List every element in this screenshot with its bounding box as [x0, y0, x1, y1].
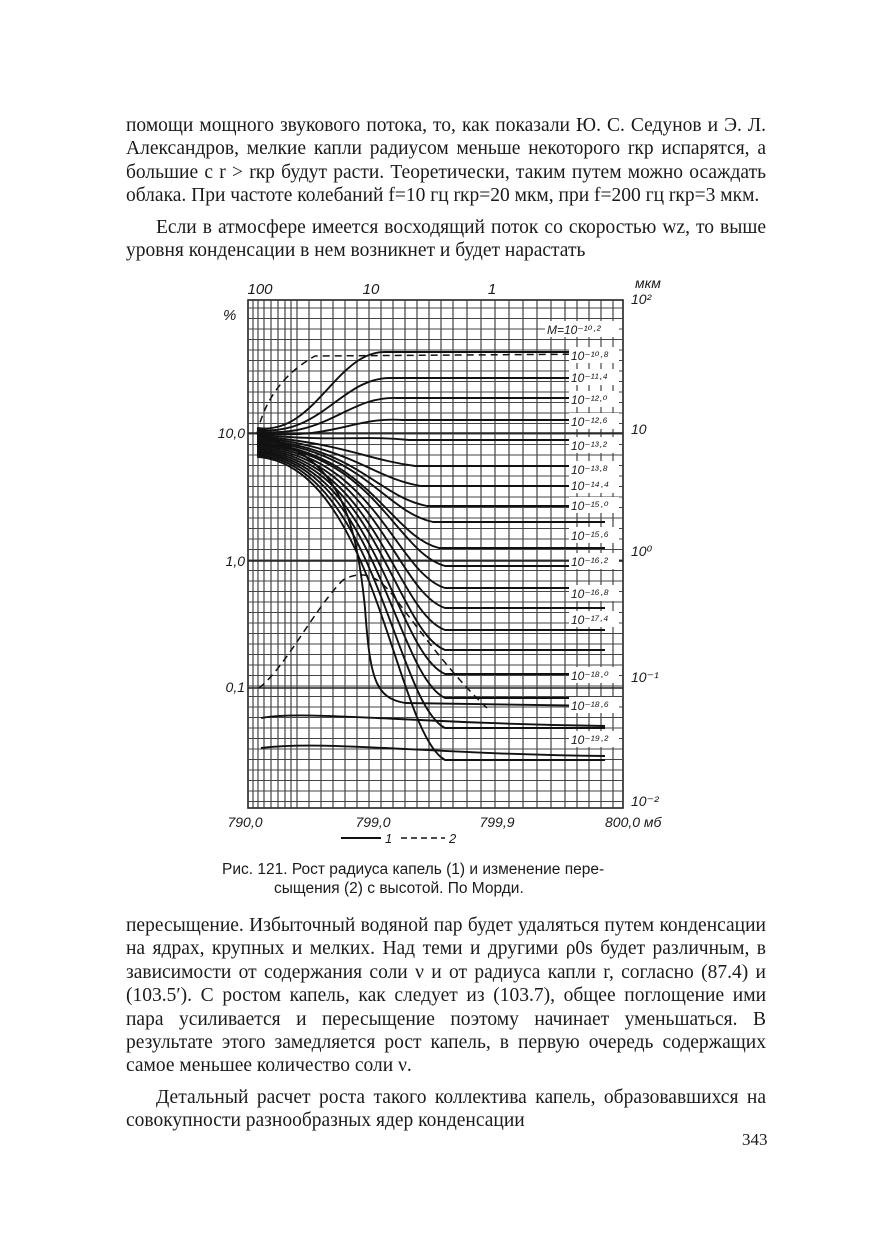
- left-axis-tick: 10,0: [217, 425, 245, 441]
- curve-label: 10⁻¹³·²: [571, 439, 607, 453]
- curve-label: 10⁻¹²·⁶: [571, 415, 608, 429]
- left-axis-tick: 1,0: [225, 553, 245, 569]
- right-axis-tick: 10²: [631, 291, 652, 307]
- curve-label: 10⁻¹⁷·⁴: [571, 613, 609, 627]
- figure-chart: [205, 278, 685, 848]
- curve-label: 10⁻¹⁸·⁰: [571, 669, 609, 683]
- right-axis-tick: 10: [631, 421, 647, 437]
- paragraph: пересыщение. Избыточный водяной пар будет удаляться путем конденсации на ядрах, крупных и мелких. Над теми и другими ρ0s будет различным, в зависимости от содержания соли ν и от радиуса капли r, согласно (87.4) и (103.5′). С ростом капель, как следует из (103.7), общее поглощение ими пара усиливается и пересыщение поэтому начинает уменьшаться. В результате этого замедляется рост капель, в первую очередь содержащих самое меньшее количество соли ν.: [126, 915, 766, 1077]
- curve-label: 10⁻¹²·⁰: [571, 393, 608, 407]
- top-text: [126, 114, 766, 262]
- bottom-axis-tick: 790,0: [227, 814, 263, 830]
- paragraph: помощи мощного звукового потока, то, как показали Ю. С. Седунов и Э. Л. Александров, мелкие капли радиусом меньше некоторого rкр испарятся, а большие с r > rкр будут расти. Теоретически, таким путем можно осаждать облака. При частоте колебаний f=10 гц rкр=20 мкм, при f=200 гц rкр=3 мкм.: [126, 115, 766, 207]
- curve-label: 10⁻¹⁸·⁶: [571, 699, 609, 713]
- legend-dashed-label: 2: [449, 831, 457, 846]
- curve-label: 10⁻¹⁹·²: [571, 733, 609, 747]
- bottom-axis-tick: 800,0 мб: [605, 814, 662, 830]
- top-axis-tick: 10: [362, 281, 380, 298]
- curve-label: 10⁻¹⁶·²: [571, 555, 608, 569]
- paragraph: Детальный расчет роста такого коллектива капель, образовавшихся на совокупности разнообразных ядер конденсации: [126, 1086, 766, 1132]
- curve-label: 10⁻¹⁰·⁸: [571, 349, 609, 363]
- curve-label: 10⁻¹⁵·⁰: [571, 499, 609, 513]
- right-axis-tick: 10⁻¹: [631, 669, 659, 685]
- legend-solid-label: 1: [385, 831, 393, 846]
- figure-caption: [222, 860, 662, 898]
- top-axis-tick: 1: [487, 281, 497, 298]
- caption-line-2: сыщения (2) с высотой. По Морди.: [274, 880, 524, 897]
- chart-frame: [248, 300, 623, 808]
- curve-label: 10⁻¹¹·⁴: [571, 371, 608, 385]
- left-axis-tick: 0,1: [225, 679, 245, 695]
- paragraph: Если в атмосфере имеется восходящий поток со скоростью wz, то выше уровня конденсации в нем возникнет и будет нарастать: [126, 216, 766, 262]
- right-axis-tick: 10⁻²: [631, 793, 659, 809]
- right-axis-tick: 10⁰: [631, 543, 653, 559]
- bottom-axis-tick: 799,9: [479, 814, 515, 830]
- curve-label: 10⁻¹⁴·⁴: [571, 479, 610, 493]
- caption-line-1: Рис. 121. Рост радиуса капель (1) и изменение пере-: [222, 861, 605, 878]
- curve-label: 10⁻¹⁶·⁸: [571, 587, 609, 601]
- top-axis-unit: мкм: [635, 278, 661, 291]
- curve-label: M=10⁻¹⁰·²: [547, 323, 601, 337]
- bottom-axis-tick: 799,0: [355, 814, 391, 830]
- page-number: 343: [742, 1130, 768, 1149]
- left-axis-unit: %: [223, 307, 237, 324]
- bottom-text: [126, 914, 766, 1133]
- top-axis-tick: 100: [247, 281, 273, 298]
- chart-grid: [248, 300, 623, 808]
- curve-label: 10⁻¹⁵·⁶: [571, 529, 609, 543]
- curve-label: 10⁻¹³·⁸: [571, 463, 608, 477]
